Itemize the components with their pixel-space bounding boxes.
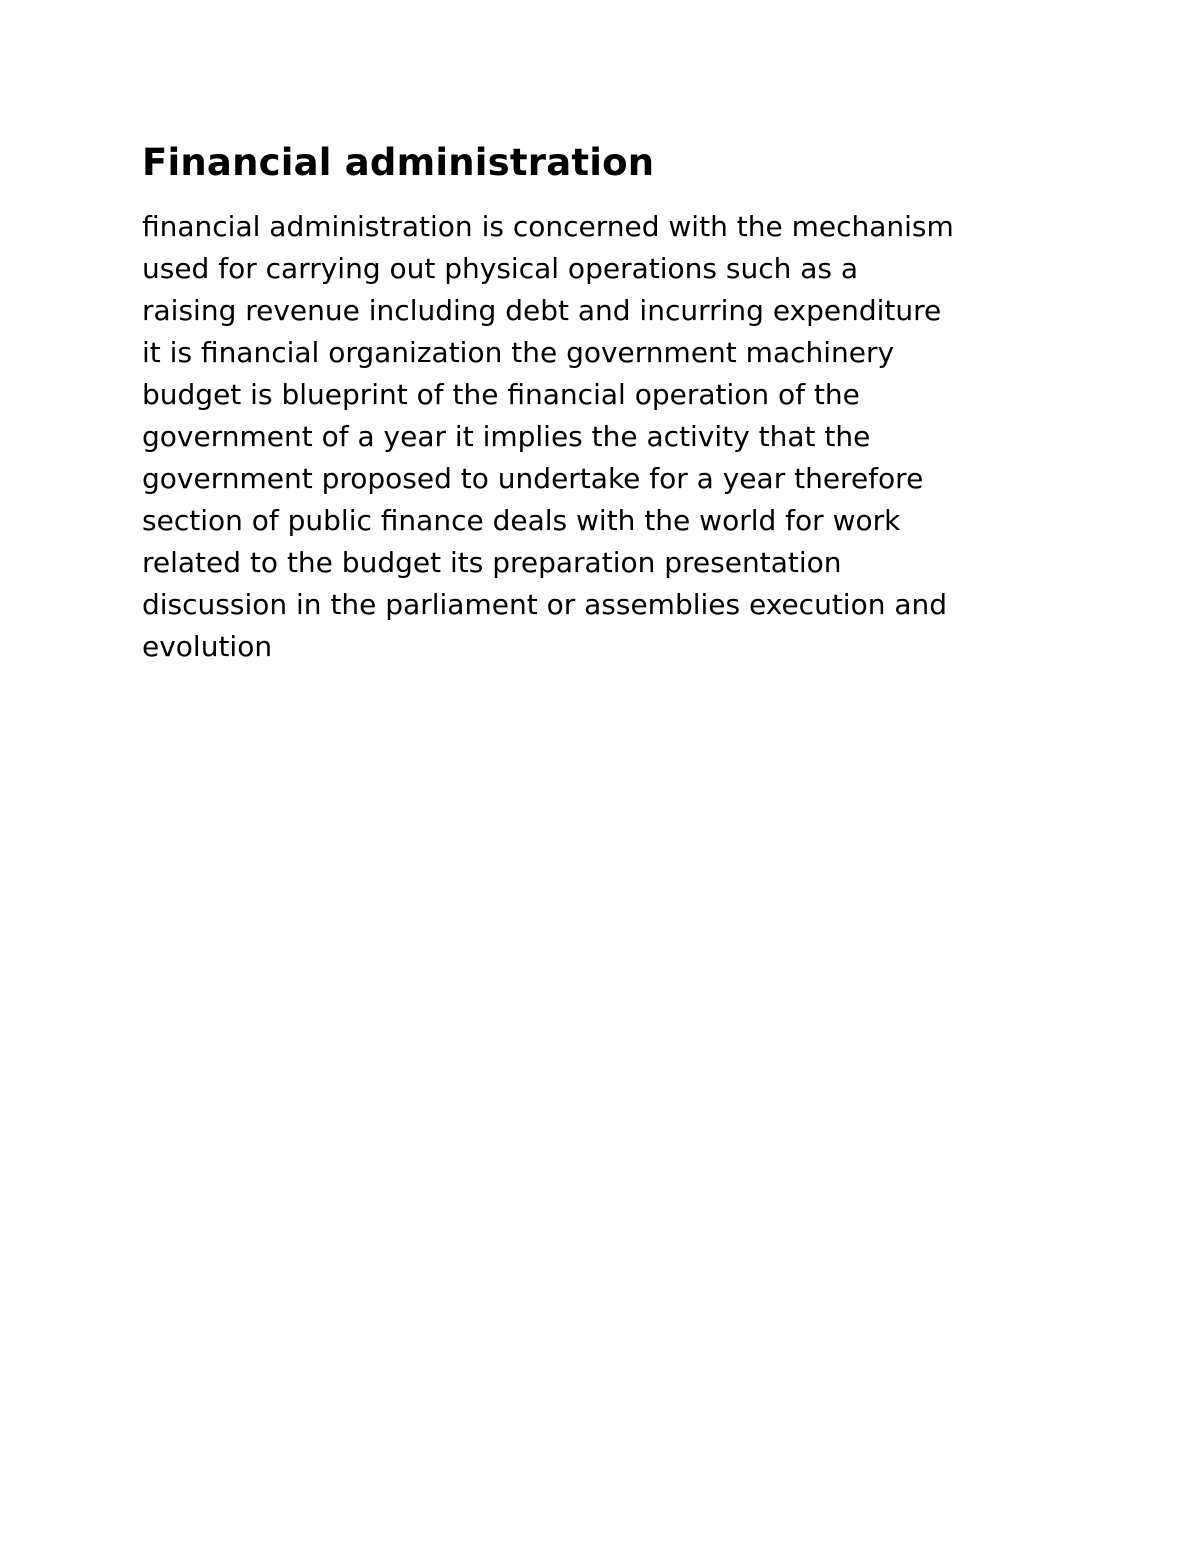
paragraph-line: government proposed to undertake for a year therefore (142, 462, 924, 495)
paragraph-line: budget is blueprint of the financial operation of the (142, 378, 860, 411)
document-content (142, 140, 1072, 668)
document-paragraph (142, 206, 1072, 668)
paragraph-line: related to the budget its preparation presentation (142, 546, 842, 579)
paragraph-line: discussion in the parliament or assemblies execution and (142, 588, 948, 621)
paragraph-line: section of public finance deals with the world for work (142, 504, 901, 537)
paragraph-line: raising revenue including debt and incurring expenditure (142, 294, 942, 327)
document-title: Financial administration (142, 141, 655, 184)
paragraph-line: used for carrying out physical operations such as a (142, 252, 859, 285)
paragraph-line: evolution (142, 630, 273, 663)
paragraph-line: government of a year it implies the activity that the (142, 420, 871, 453)
paragraph-line: it is financial organization the government machinery (142, 336, 895, 369)
paragraph-line: financial administration is concerned with the mechanism (142, 210, 954, 243)
